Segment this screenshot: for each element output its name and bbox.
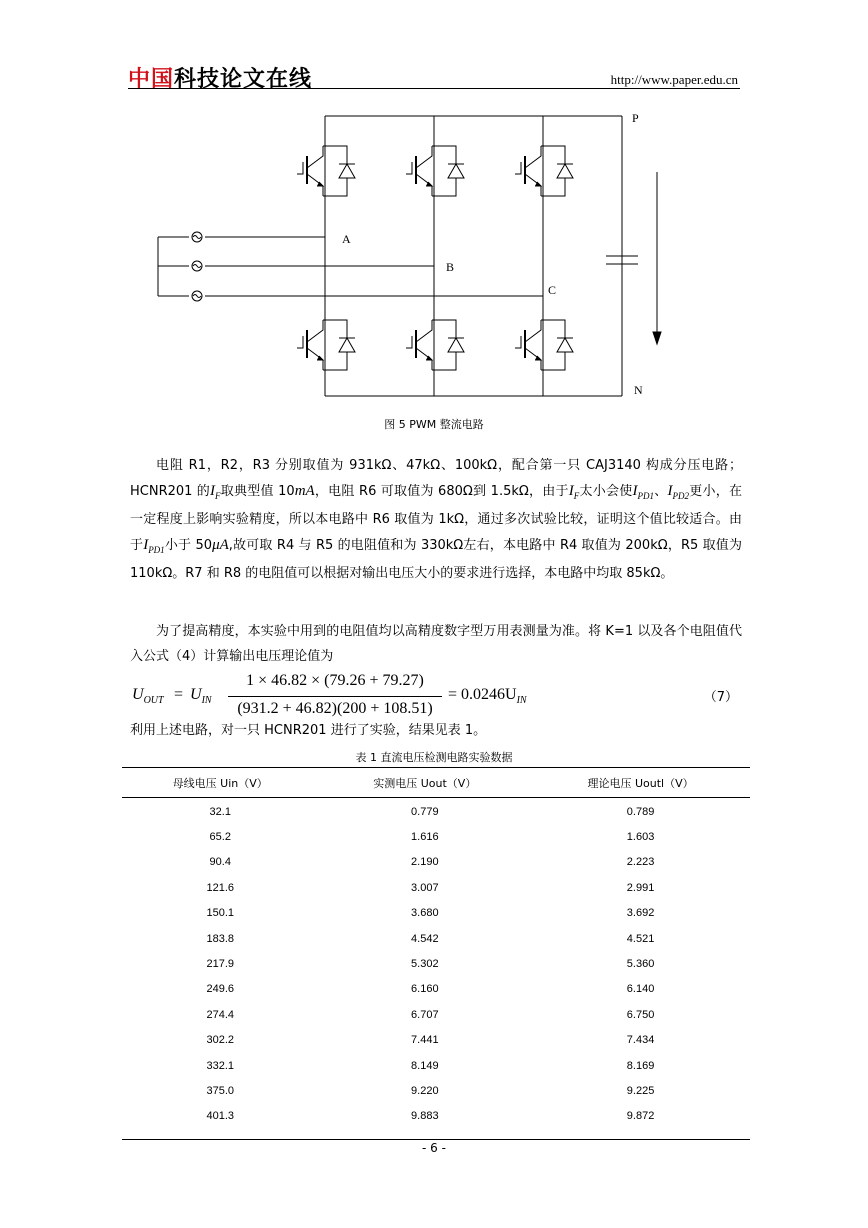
table-row — [122, 1104, 750, 1129]
cell: 6.140 — [626, 983, 655, 996]
table-row — [122, 1028, 750, 1053]
label-a: A — [342, 232, 351, 246]
table-row — [122, 1053, 750, 1078]
cell: 8.149 — [411, 1059, 439, 1072]
p1-sep: 、 — [654, 483, 668, 499]
cell: 249.6 — [206, 983, 234, 996]
eq-rhs-u: $U_{IN}$ — [190, 686, 212, 707]
cell: 2.190 — [411, 856, 439, 869]
cell: 32.1 — [209, 805, 231, 818]
eq-numerator: 1 × 46.82 × (79.26 + 79.27) — [246, 672, 424, 689]
ma-unit: mA — [294, 482, 315, 499]
cell: 183.8 — [206, 932, 234, 945]
ipd2-symbol: $I_{PD2}$ — [667, 482, 689, 501]
cell: 3.007 — [411, 881, 439, 894]
cell: 121.6 — [206, 881, 234, 894]
page-number: - 6 - — [422, 1141, 446, 1155]
paragraph-resistor-values — [130, 454, 742, 587]
cell: 5.302 — [411, 958, 439, 971]
cell: 2.223 — [626, 856, 655, 869]
header-url[interactable]: http://www.paper.edu.cn — [610, 72, 738, 87]
table-row — [122, 824, 750, 849]
equation-number: （7） — [703, 690, 738, 705]
table-row — [122, 1002, 750, 1027]
figure-caption: 图 5 PWM 整流电路 — [384, 418, 484, 431]
cell: 332.1 — [206, 1059, 234, 1072]
label-b: B — [446, 260, 455, 274]
cell: 0.789 — [626, 805, 655, 818]
ua-unit: μA — [212, 536, 229, 553]
eq-fraction-bar — [228, 696, 442, 697]
header-theoretical-voltage: 理论电压 Uoutl（V） — [531, 768, 750, 798]
table-caption: 表 1 直流电压检测电路实验数据 — [355, 751, 513, 764]
p1-text-f: 小于 50 — [164, 537, 213, 553]
cell: 6.160 — [411, 983, 439, 996]
logo-red-text: 中国 — [128, 67, 175, 92]
ipd1-symbol-2: $I_{PD1}$ — [143, 536, 165, 555]
table-row — [122, 926, 750, 951]
p1-text-d: 太小会使 — [579, 483, 633, 499]
header-bus-voltage: 母线电压 Uin（V） — [122, 768, 318, 798]
cell: 9.872 — [626, 1110, 655, 1123]
p1-text-g: ,故可取 R4 与 R5 的电阻值和为 330kΩ左右，本电路中 R4 取值为 200kΩ，R5 取值为 110kΩ。R7 和 R8 的电阻值可以根据对输出电压大小的要求进行选择，本电路中均取 85kΩ。 — [130, 537, 742, 581]
table-row — [122, 798, 750, 825]
cell: 0.779 — [411, 805, 439, 818]
if-symbol: $I_F$ — [210, 482, 221, 501]
label-c: C — [548, 283, 557, 297]
label-p: P — [632, 111, 639, 125]
eq-equals: = — [174, 686, 184, 703]
table-row — [122, 901, 750, 926]
cell: 9.883 — [411, 1110, 439, 1123]
cell: 2.991 — [626, 881, 655, 894]
cell: 375.0 — [206, 1084, 234, 1097]
header-rule — [128, 88, 740, 89]
cell: 7.434 — [626, 1034, 655, 1047]
table-header-row — [122, 768, 750, 798]
p1-text-b: 取典型值 10 — [220, 483, 295, 499]
cell: 3.680 — [411, 907, 439, 920]
paragraph-experiment: 利用上述电路，对一只 HCNR201 进行了实验，结果见表 1。 — [130, 723, 487, 738]
table-row — [122, 850, 750, 875]
cell: 9.220 — [411, 1084, 439, 1097]
table-bottom-rule — [122, 1129, 750, 1140]
header-measured-voltage: 实测电压 Uout（V） — [318, 768, 531, 798]
cell: 150.1 — [206, 907, 234, 920]
cell: 9.225 — [626, 1084, 655, 1097]
cell: 6.750 — [626, 1008, 655, 1021]
logo-black-text: 科技论文在线 — [174, 67, 313, 92]
label-n: N — [634, 383, 643, 397]
equation-7 — [132, 672, 744, 724]
if-symbol-2: $I_F$ — [568, 482, 580, 501]
cell: 4.542 — [411, 932, 439, 945]
cell: 1.616 — [411, 831, 439, 844]
table-row — [122, 951, 750, 976]
cell: 8.169 — [626, 1059, 655, 1072]
cell: 3.692 — [626, 907, 655, 920]
table-row — [122, 977, 750, 1002]
p1-text-c: ，电阻 R6 可取值为 680Ω到 1.5kΩ，由于 — [314, 483, 569, 499]
eq-denominator: (931.2 + 46.82)(200 + 108.51) — [237, 700, 433, 717]
cell: 90.4 — [209, 856, 231, 869]
cell: 4.521 — [626, 932, 655, 945]
cell: 302.2 — [206, 1034, 234, 1047]
cell: 6.707 — [411, 1008, 439, 1021]
cell: 65.2 — [209, 831, 231, 844]
table-row — [122, 1078, 750, 1103]
cell: 5.360 — [626, 958, 655, 971]
p1-text-e: 更小，在一定程度上影响实验精度，所以本电路中 R6 取值为 1kΩ，通过多次试验比较，证明这个值比较适合。由于 — [130, 483, 742, 553]
cell: 7.441 — [411, 1034, 439, 1047]
paragraph-precision: 为了提高精度，本实验中用到的电阻值均以高精度数字型万用表测量为准。将 K=1 以及各个电阻值代入公式（4）计算输出电压理论值为 — [130, 624, 742, 664]
cell: 1.603 — [626, 831, 655, 844]
eq-result: = $0.0246U_{IN}$ — [448, 686, 527, 707]
ipd1-symbol: $I_{PD1}$ — [632, 482, 654, 501]
eq-lhs: $U_{OUT}$ — [132, 686, 164, 707]
p1-text-a: 电阻 R1，R2，R3 分别取值为 931kΩ、47kΩ、100kΩ，配合第一只 CAJ3140 构成分压电路；HCNR201 的 — [130, 458, 742, 499]
cell: 274.4 — [206, 1008, 234, 1021]
table-row — [122, 875, 750, 900]
cell: 217.9 — [206, 958, 234, 971]
pwm-rectifier-circuit — [150, 104, 670, 404]
cell: 401.3 — [206, 1110, 234, 1123]
data-table — [122, 767, 750, 1140]
